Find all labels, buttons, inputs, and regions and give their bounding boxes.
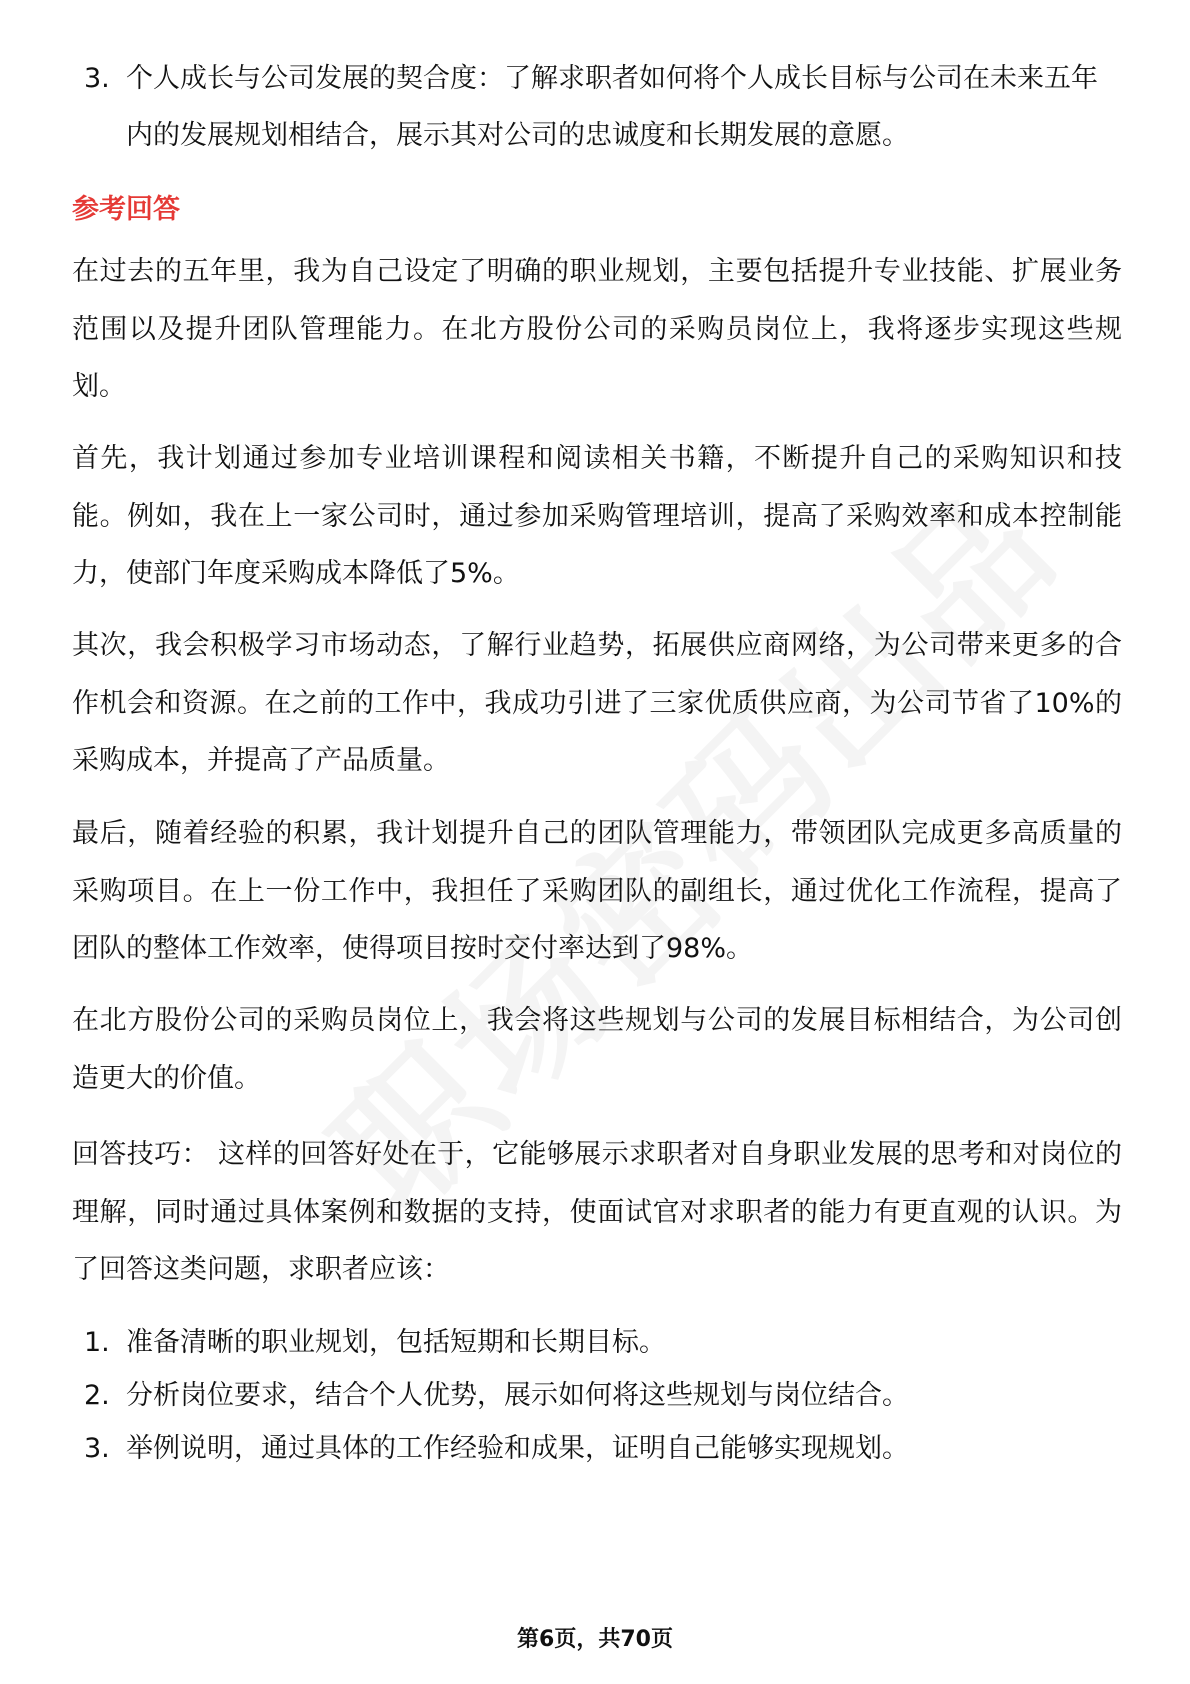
paragraph: 首先，我计划通过参加专业培训课程和阅读相关书籍，不断提升自己的采购知识和技能。例如，我在上一家公司时，通过参加采购管理培训，提高了采购效率和成本控制能力，使部门年度采购成本降低了5%。	[72, 443, 1122, 589]
list-item	[84, 1314, 1114, 1371]
list-item	[84, 50, 1114, 164]
list-number: 2.	[84, 1380, 110, 1411]
list-item	[84, 1420, 1114, 1477]
section-heading: 参考回答	[72, 194, 180, 225]
paragraph: 在北方股份公司的采购员岗位上，我会将这些规划与公司的发展目标相结合，为公司创造更大的价值。	[72, 1005, 1122, 1094]
paragraph: 在过去的五年里，我为自己设定了明确的职业规划，主要包括提升专业技能、扩展业务范围以及提升团队管理能力。在北方股份公司的采购员岗位上，我将逐步实现这些规划。	[72, 256, 1122, 402]
list-text: 个人成长与公司发展的契合度：了解求职者如何将个人成长目标与公司在未来五年内的发展规划相结合，展示其对公司的忠诚度和长期发展的意愿。	[126, 63, 1098, 151]
list-number: 3.	[84, 1433, 110, 1464]
paragraph: 回答技巧： 这样的回答好处在于，它能够展示求职者对自身职业发展的思考和对岗位的理解，同时通过具体案例和数据的支持，使面试官对求职者的能力有更直观的认识。为了回答这类问题，求职者应该：	[72, 1139, 1122, 1285]
page-footer: 第6页，共70页	[517, 1627, 673, 1652]
list-text: 举例说明，通过具体的工作经验和成果，证明自己能够实现规划。	[126, 1433, 909, 1464]
list-number: 3.	[84, 63, 110, 94]
list-text: 准备清晰的职业规划，包括短期和长期目标。	[126, 1327, 666, 1358]
list-text: 分析岗位要求，结合个人优势，展示如何将这些规划与岗位结合。	[126, 1380, 909, 1411]
list-item	[84, 1367, 1114, 1424]
paragraph: 其次，我会积极学习市场动态，了解行业趋势，拓展供应商网络，为公司带来更多的合作机会和资源。在之前的工作中，我成功引进了三家优质供应商，为公司节省了10%的采购成本，并提高了产品质量。	[72, 630, 1122, 776]
list-number: 1.	[84, 1327, 110, 1358]
paragraph: 最后，随着经验的积累，我计划提升自己的团队管理能力，带领团队完成更多高质量的采购项目。在上一份工作中，我担任了采购团队的副组长，通过优化工作流程，提高了团队的整体工作效率，使得项目按时交付率达到了98%。	[72, 818, 1122, 964]
